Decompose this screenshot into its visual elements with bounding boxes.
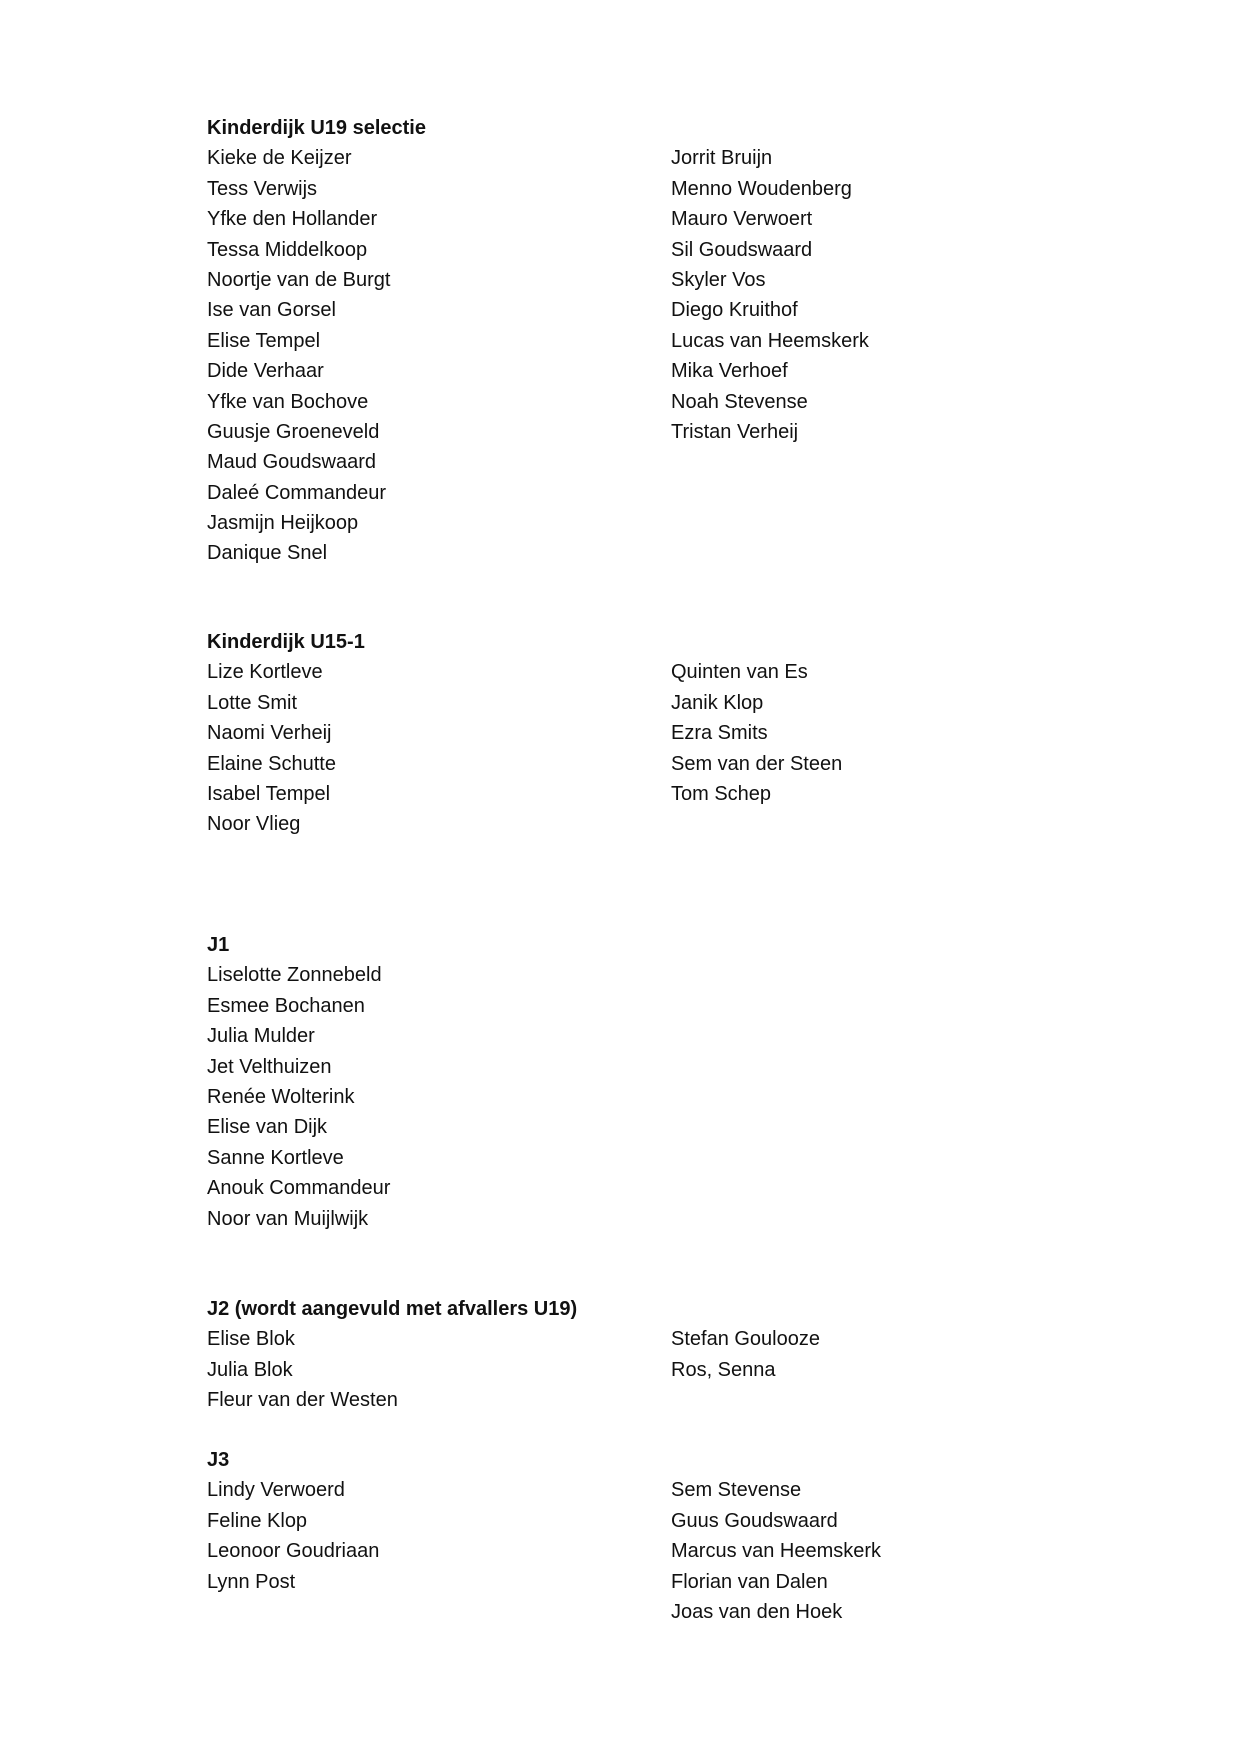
player-name: Quinten van Es [671,661,808,684]
player-name: Liselotte Zonnebeld [207,964,382,987]
player-name: Daleé Commandeur [207,481,386,504]
player-name: Sanne Kortleve [207,1146,344,1169]
player-name: Lucas van Heemskerk [671,329,869,352]
player-name: Lize Kortleve [207,661,323,684]
player-name: Jasmijn Heijkoop [207,512,359,535]
player-name: Kieke de Keijzer [207,147,352,170]
player-name: Noortje van de Burgt [207,268,391,291]
player-name: Diego Kruithof [671,299,798,322]
player-list-left [207,1324,398,1415]
player-name: Mauro Verwoert [671,208,813,231]
player-name: Renée Wolterink [207,1085,355,1108]
player-name: Lindy Verwoerd [207,1479,345,1502]
player-name: Yfke van Bochove [207,390,369,413]
player-name: Mika Verhoef [671,360,788,383]
player-name: Isabel Tempel [207,782,331,805]
player-name: Tristan Verheij [671,420,799,443]
player-name: Jorrit Bruijn [671,147,773,170]
player-name: Esmee Bochanen [207,994,365,1017]
player-list-right [671,1475,881,1627]
player-name: Yfke den Hollander [207,208,378,231]
player-name: Joas van den Hoek [671,1600,843,1623]
player-name: Sem van der Steen [671,752,843,775]
player-name: Ise van Gorsel [207,299,336,322]
player-name: Noah Stevense [671,390,808,413]
section-title: Kinderdijk U19 selectie [207,117,426,139]
player-name: Elise Tempel [207,329,321,352]
player-list-right [671,143,869,447]
player-name: Tessa Middelkoop [207,238,368,261]
section-title: J3 [207,1449,230,1471]
section-title: J2 (wordt aangevuld met afvallers U19) [207,1298,578,1320]
player-list-left [207,143,390,568]
player-name: Jet Velthuizen [207,1055,332,1078]
player-name: Noor Vlieg [207,813,301,836]
player-name: Leonoor Goudriaan [207,1540,380,1563]
player-name: Lotte Smit [207,691,298,714]
player-name: Guus Goudswaard [671,1509,838,1532]
player-name: Guusje Groeneveld [207,420,380,443]
player-name: Anouk Commandeur [207,1177,391,1200]
player-name: Ezra Smits [671,722,768,745]
player-name: Janik Klop [671,691,764,714]
player-name: Sil Goudswaard [671,238,813,261]
player-name: Marcus van Heemskerk [671,1540,882,1563]
player-list-left [207,657,336,839]
player-name: Tess Verwijs [207,177,318,200]
player-name: Stefan Goulooze [671,1328,820,1351]
player-name: Fleur van der Westen [207,1389,398,1412]
player-name: Elise van Dijk [207,1116,328,1139]
player-name: Elise Blok [207,1328,295,1351]
player-name: Dide Verhaar [207,360,324,383]
section-title: J1 [207,934,230,956]
player-name: Elaine Schutte [207,752,336,775]
player-list-left [207,960,390,1234]
player-name: Menno Woudenberg [671,177,852,200]
player-name: Skyler Vos [671,268,766,291]
player-name: Danique Snel [207,542,328,565]
player-name: Naomi Verheij [207,722,332,745]
player-name: Maud Goudswaard [207,451,376,474]
player-name: Lynn Post [207,1570,296,1593]
player-name: Ros, Senna [671,1358,776,1381]
player-name: Feline Klop [207,1509,308,1532]
player-list-left [207,1475,379,1597]
player-list-right [671,1324,820,1385]
player-name: Sem Stevense [671,1479,802,1502]
player-name: Tom Schep [671,782,772,805]
player-list-right [671,657,842,809]
player-name: Julia Blok [207,1358,293,1381]
section-title: Kinderdijk U15-1 [207,631,365,653]
player-name: Florian van Dalen [671,1570,828,1593]
player-name: Julia Mulder [207,1025,315,1048]
player-name: Noor van Muijlwijk [207,1207,369,1230]
